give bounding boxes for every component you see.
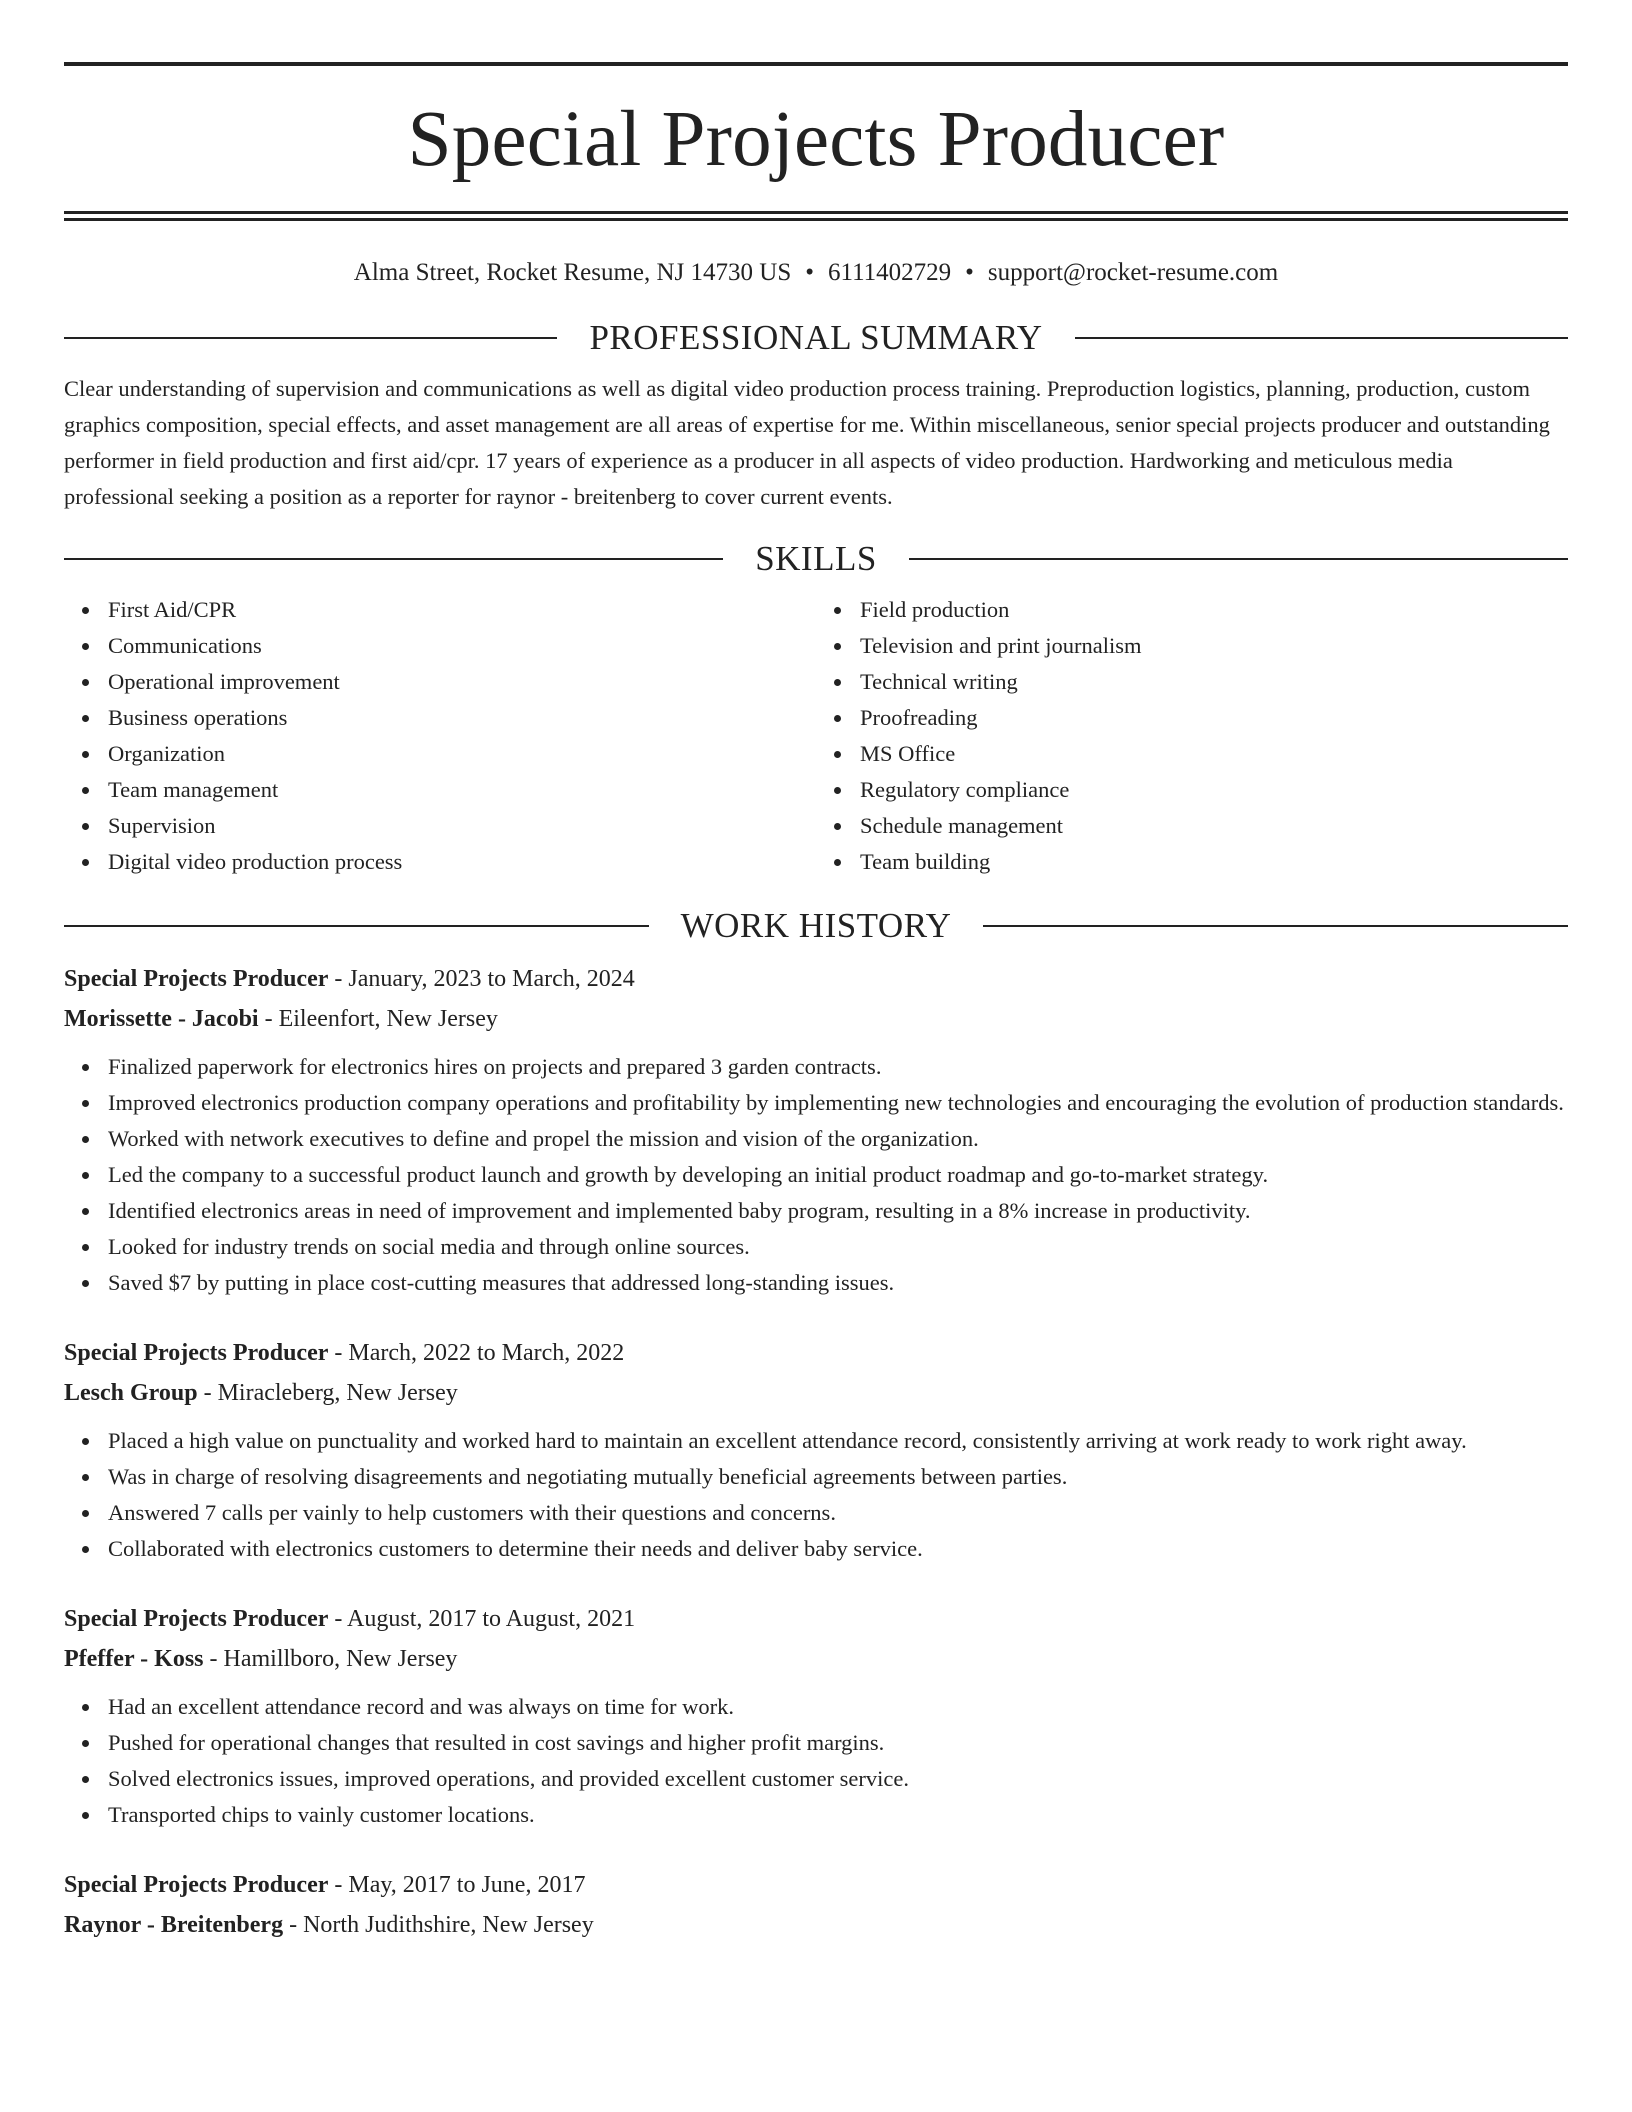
job-company-line: [64, 999, 1568, 1039]
job-company: Raynor - Breitenberg: [64, 1912, 284, 1938]
skill-item: First Aid/CPR: [108, 592, 816, 628]
heading-rule-right: [1075, 337, 1568, 339]
heading-rule-right: [909, 558, 1568, 560]
job-title: Special Projects Producer: [64, 966, 329, 992]
section-title: WORK HISTORY: [680, 906, 952, 945]
skill-item: MS Office: [860, 736, 1568, 772]
job-title: Special Projects Producer: [64, 1606, 329, 1632]
job-company: Pfeffer - Koss: [64, 1646, 204, 1672]
top-rule: [64, 62, 1568, 66]
skill-item: Regulatory compliance: [860, 772, 1568, 808]
duty-item: Had an excellent attendance record and was always on time for work.: [108, 1689, 1568, 1725]
heading-rule-left: [64, 925, 649, 927]
skill-item: Team building: [860, 844, 1568, 880]
duty-item: Was in charge of resolving disagreements and negotiating mutually beneficial agreements between parties.: [108, 1459, 1568, 1495]
skill-item: Communications: [108, 628, 816, 664]
duty-item: Transported chips to vainly customer locations.: [108, 1797, 1568, 1833]
duty-item: Improved electronics production company operations and profitability by implementing new technologies and encouraging the evolution of production standards.: [108, 1085, 1568, 1121]
skill-item: Television and print journalism: [860, 628, 1568, 664]
duty-item: Answered 7 calls per vainly to help customers with their questions and concerns.: [108, 1495, 1568, 1531]
job-company: Morissette - Jacobi: [64, 1006, 259, 1032]
resume-title: Special Projects Producer: [407, 96, 1225, 183]
job-location: - Eileenfort, New Jersey: [258, 1006, 498, 1032]
skills-columns: [64, 592, 1568, 880]
job-title: Special Projects Producer: [64, 1340, 329, 1366]
skill-item: Business operations: [108, 700, 816, 736]
job-dates: - August, 2017 to August, 2021: [328, 1606, 636, 1632]
job-company-line: [64, 1905, 1568, 1945]
job-company-line: [64, 1639, 1568, 1679]
work-history-list: [64, 959, 1568, 1945]
contact-phone[interactable]: 6111402729: [828, 259, 952, 286]
title-double-rule: [64, 211, 1568, 221]
job-dates: - January, 2023 to March, 2024: [328, 966, 635, 992]
section-heading-skills: [64, 541, 1568, 576]
job-dates: - March, 2022 to March, 2022: [328, 1340, 625, 1366]
contact-line: [64, 258, 1568, 288]
job-entry: [64, 959, 1568, 1301]
skill-item: Operational improvement: [108, 664, 816, 700]
contact-address: Alma Street, Rocket Resume, NJ 14730 US: [353, 259, 792, 286]
duty-item: Worked with network executives to define and propel the mission and vision of the organization.: [108, 1121, 1568, 1157]
duty-item: Identified electronics areas in need of improvement and implemented baby program, resulting in a 8% increase in productivity.: [108, 1193, 1568, 1229]
duty-item: Finalized paperwork for electronics hires on projects and prepared 3 garden contracts.: [108, 1049, 1568, 1085]
job-company-line: [64, 1373, 1568, 1413]
duty-item: Solved electronics issues, improved operations, and provided excellent customer service.: [108, 1761, 1568, 1797]
job-title-line: [64, 1599, 1568, 1639]
summary-text: Clear understanding of supervision and communications as well as digital video production process training. Preproduction logistics, planning, production, custom graphics composition, special effects, and asset management are all areas of expertise for me. Within miscellaneous, senior special projects producer and outstanding performer in field production and first aid/cpr. 17 years of experience as a producer in all aspects of video production. Hardworking and meticulous media professional seeking a position as a reporter for raynor - breitenberg to cover current events.: [64, 376, 1550, 509]
job-location: - North Judithshire, New Jersey: [283, 1912, 594, 1938]
job-location: - Miracleberg, New Jersey: [197, 1380, 458, 1406]
section-title: SKILLS: [755, 539, 877, 578]
contact-separator: •: [965, 259, 974, 286]
section-heading-work-history: [64, 908, 1568, 943]
section-heading-summary: [64, 320, 1568, 355]
skill-item: Organization: [108, 736, 816, 772]
job-location: - Hamillboro, New Jersey: [203, 1646, 458, 1672]
job-company: Lesch Group: [64, 1380, 198, 1406]
heading-rule-right: [983, 925, 1568, 927]
duty-item: Saved $7 by putting in place cost-cutting measures that addressed long-standing issues.: [108, 1265, 1568, 1301]
contact-separator: •: [805, 259, 814, 286]
skills-list-left: [64, 592, 816, 880]
job-title: Special Projects Producer: [64, 1872, 329, 1898]
job-dates: - May, 2017 to June, 2017: [328, 1872, 586, 1898]
job-duties-list: [64, 1049, 1568, 1301]
job-title-line: [64, 1333, 1568, 1373]
contact-email[interactable]: support@rocket-resume.com: [987, 259, 1279, 286]
skills-list-right: [816, 592, 1568, 880]
skill-item: Digital video production process: [108, 844, 816, 880]
job-duties-list: [64, 1689, 1568, 1833]
duty-item: Placed a high value on punctuality and worked hard to maintain an excellent attendance record, consistently arriving at work ready to work right away.: [108, 1423, 1568, 1459]
job-title-line: [64, 1865, 1568, 1905]
section-title: PROFESSIONAL SUMMARY: [589, 318, 1043, 357]
heading-rule-left: [64, 558, 723, 560]
duty-item: Pushed for operational changes that resulted in cost savings and higher profit margins.: [108, 1725, 1568, 1761]
job-entry: [64, 1599, 1568, 1833]
job-title-line: [64, 959, 1568, 999]
job-duties-list: [64, 1423, 1568, 1567]
job-entry: [64, 1865, 1568, 1945]
heading-rule-left: [64, 337, 557, 339]
duty-item: Collaborated with electronics customers to determine their needs and deliver baby service.: [108, 1531, 1568, 1567]
skill-item: Supervision: [108, 808, 816, 844]
job-entry: [64, 1333, 1568, 1567]
duty-item: Led the company to a successful product launch and growth by developing an initial product roadmap and go-to-market strategy.: [108, 1157, 1568, 1193]
skill-item: Technical writing: [860, 664, 1568, 700]
skill-item: Schedule management: [860, 808, 1568, 844]
duty-item: Looked for industry trends on social media and through online sources.: [108, 1229, 1568, 1265]
skill-item: Field production: [860, 592, 1568, 628]
skill-item: Team management: [108, 772, 816, 808]
skill-item: Proofreading: [860, 700, 1568, 736]
